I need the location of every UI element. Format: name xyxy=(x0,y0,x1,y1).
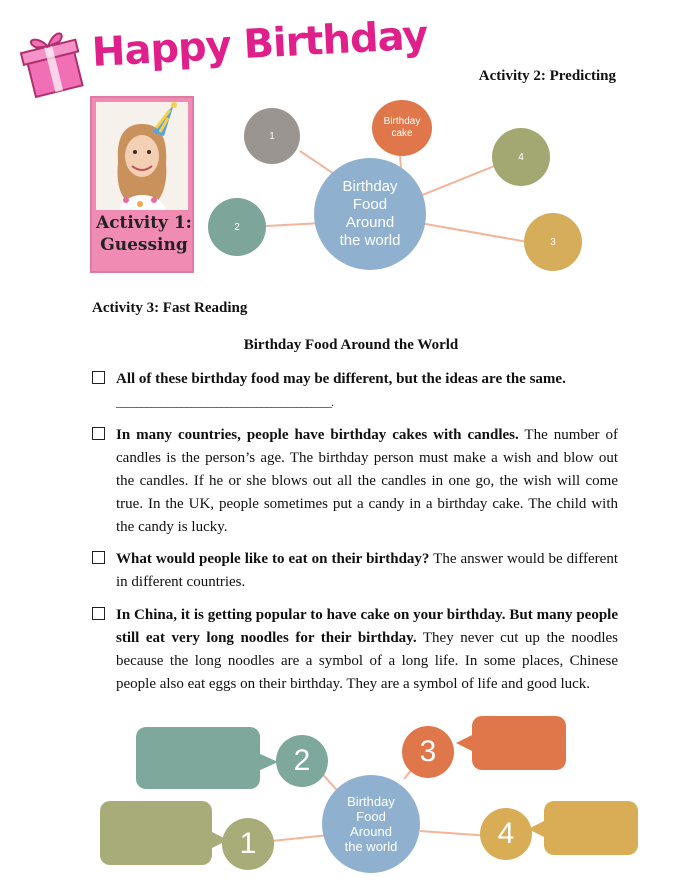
answer-blank[interactable]: ___________________________________________. xyxy=(116,395,333,409)
answer-box-1[interactable] xyxy=(100,801,212,865)
mindmap-node-2: 2 xyxy=(208,198,266,256)
passage-title: Birthday Food Around the World xyxy=(243,337,459,353)
paragraph-item xyxy=(92,424,618,539)
gift-icon xyxy=(12,22,92,102)
item-text: The answer would be different in different countries. xyxy=(116,551,618,590)
connector-line xyxy=(272,834,328,841)
activity3-heading: Activity 3: Fast Reading xyxy=(92,300,248,316)
activity1-label xyxy=(94,212,194,256)
mindmap-node-birthday-cake: Birthday cake xyxy=(372,100,432,156)
paragraph-item xyxy=(92,368,618,414)
mindmap-node-3: 3 xyxy=(524,213,582,271)
connector-line xyxy=(420,222,527,242)
center-line: the world xyxy=(344,839,398,854)
paragraph-item xyxy=(92,548,618,594)
item-bold-text: What would people like to eat on their birthday? xyxy=(116,551,430,567)
connector-line xyxy=(420,830,484,836)
paragraph-item xyxy=(92,604,618,696)
item-text: They never cut up the noodles because the long noodles are a symbol of a long life. In some places, Chinese people also eat eggs on their birthday. They are a symbol of life and good luck. xyxy=(116,630,618,692)
activity2-heading: Activity 2: Predicting xyxy=(478,68,616,84)
connector-line xyxy=(266,222,316,226)
bottom-node-1: 1 xyxy=(222,818,274,870)
activity1-label-line1: Activity 1: xyxy=(96,213,192,233)
item-text: The number of candles is the person’s age. The birthday person must make a wish and blow out the candles. If he or she blows out all the candles in one go, the wish will come true. In the UK, people sometimes put a candy in a birthday cake. The child with the candy is lucky. xyxy=(116,427,618,535)
center-line: Food xyxy=(356,809,386,824)
mindmap-node-1: 1 xyxy=(244,108,300,164)
checkbox[interactable] xyxy=(92,607,105,620)
happy-birthday-title: Happy Birthday xyxy=(90,12,429,76)
item-bold-text: In many countries, people have birthday cakes with candles. xyxy=(116,427,519,443)
center-line: Food xyxy=(352,196,388,213)
answer-box-3[interactable] xyxy=(472,716,566,770)
center-line: the world xyxy=(339,232,401,249)
answer-box-4[interactable] xyxy=(544,801,638,855)
checkbox[interactable] xyxy=(92,551,105,564)
bottom-node-4: 4 xyxy=(480,808,532,860)
mindmap-center xyxy=(314,158,426,270)
center-line: Around xyxy=(345,214,395,231)
girl-with-party-hat-image xyxy=(96,102,188,210)
bottom-node-3: 3 xyxy=(402,726,454,778)
center-line: Birthday xyxy=(342,178,398,195)
girl-photo xyxy=(96,102,188,210)
box-pointer xyxy=(456,734,474,752)
bottom-node-2: 2 xyxy=(276,735,328,787)
item-bold-text: All of these birthday food may be different, but the ideas are the same. xyxy=(116,371,566,387)
activity1-label-line2: Guessing xyxy=(100,235,188,255)
center-line: Birthday xyxy=(347,794,395,809)
mindmap-node-4: 4 xyxy=(492,128,550,186)
checkbox[interactable] xyxy=(92,371,105,384)
activity1-card xyxy=(90,96,194,273)
item-bold-text: In China, it is getting popular to have cake on your birthday. But many people still eat very long noodles for their birthday. xyxy=(116,607,618,646)
answer-box-2[interactable] xyxy=(136,727,260,789)
connector-line xyxy=(420,165,495,196)
center-line: Around xyxy=(350,824,392,839)
bottom-mindmap-center xyxy=(322,775,420,873)
checkbox[interactable] xyxy=(92,427,105,440)
